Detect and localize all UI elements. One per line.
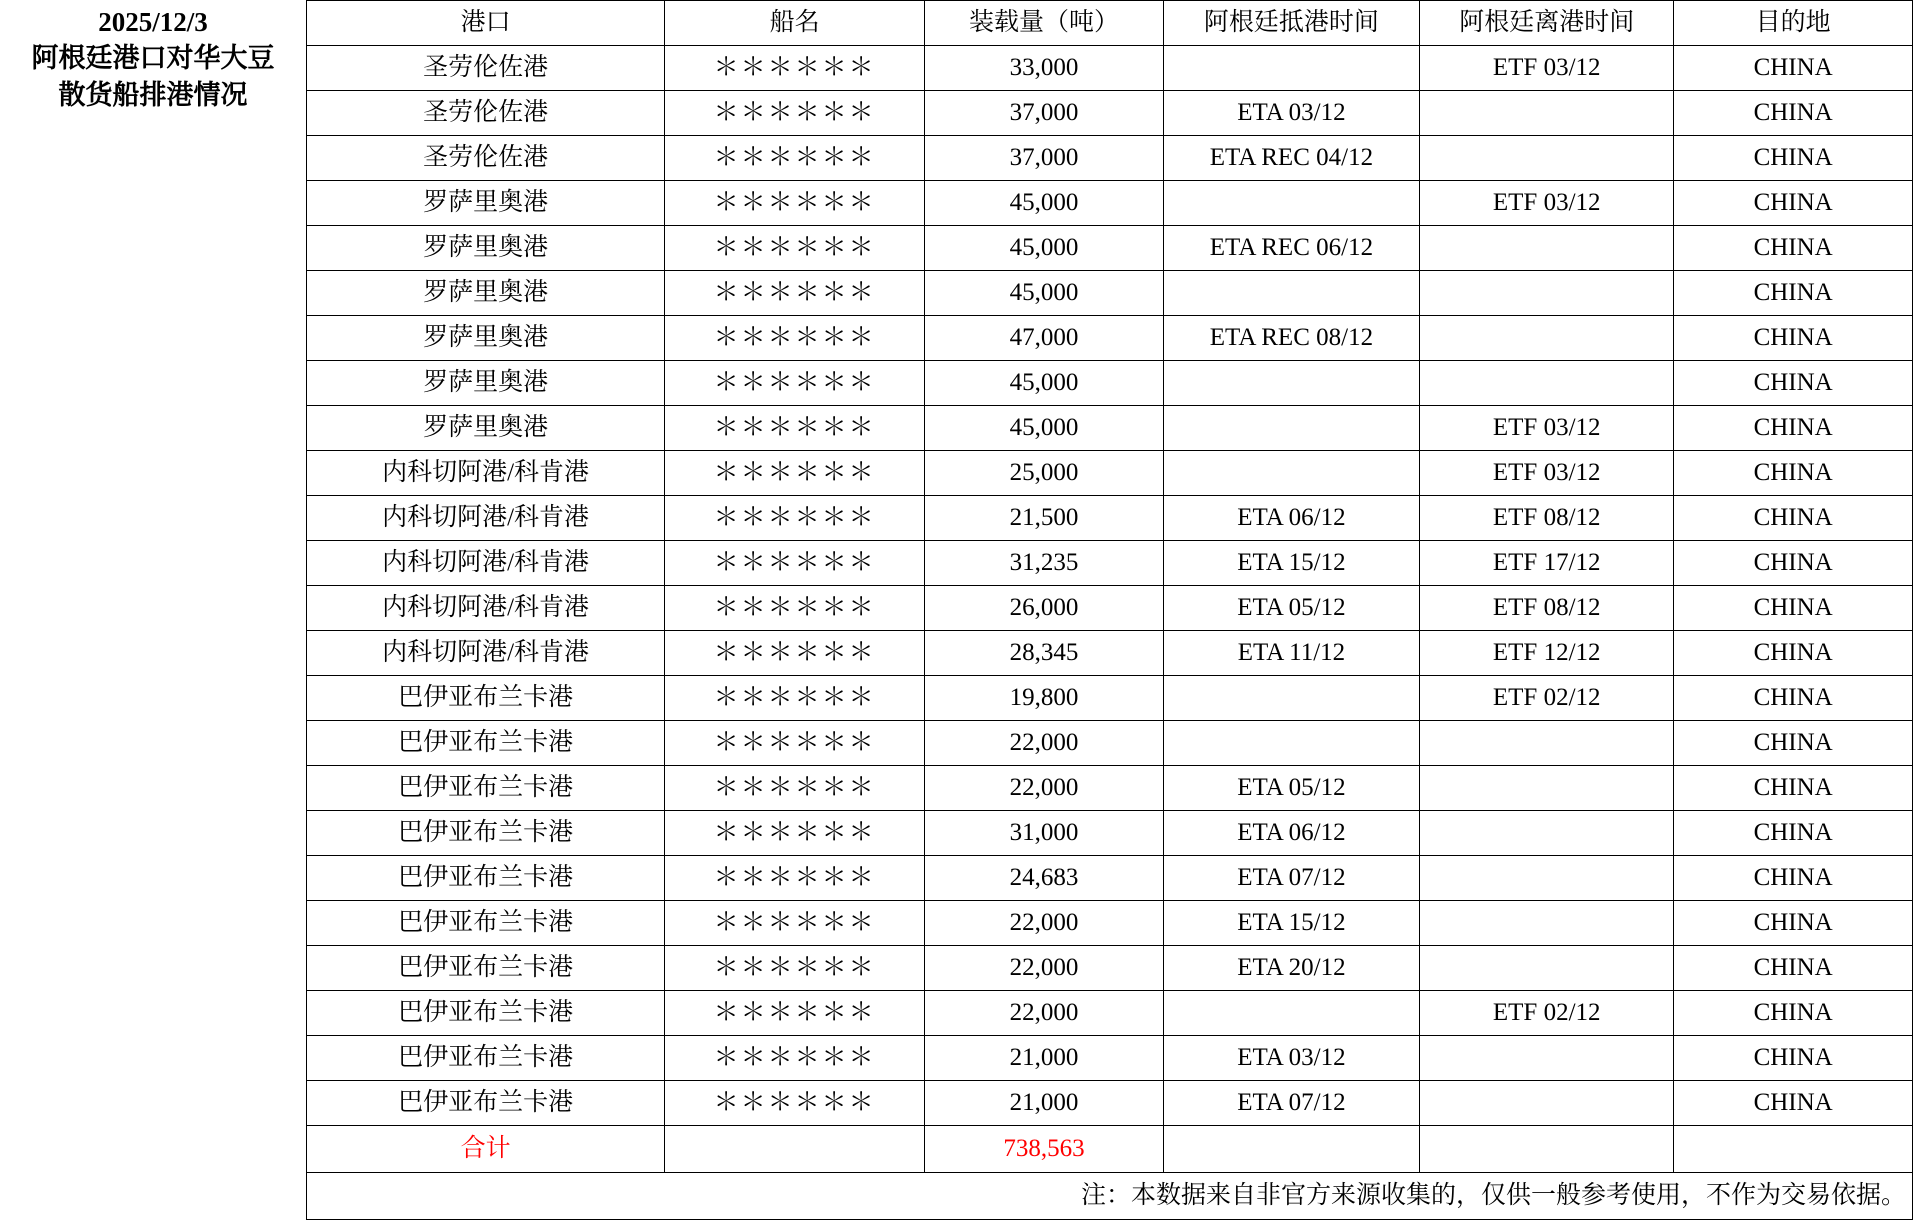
cell-quantity: 33,000	[925, 46, 1164, 91]
total-label: 合计	[307, 1126, 665, 1173]
table-row	[307, 586, 1913, 631]
cell-destination: CHINA	[1674, 631, 1913, 676]
table-row	[307, 1081, 1913, 1126]
cell-etf: ETF 12/12	[1420, 631, 1674, 676]
cell-quantity: 45,000	[925, 271, 1164, 316]
cell-port: 圣劳伦佐港	[307, 91, 665, 136]
cell-port: 罗萨里奥港	[307, 271, 665, 316]
cell-eta: ETA 03/12	[1163, 91, 1419, 136]
column-header-etf: 阿根廷离港时间	[1420, 1, 1674, 46]
footnote-text: 注：本数据来自非官方来源收集的，仅供一般参考使用，不作为交易依据。	[1080, 1182, 1906, 1210]
cell-quantity: 22,000	[925, 766, 1164, 811]
table-row	[307, 91, 1913, 136]
cell-port: 巴伊亚布兰卡港	[307, 811, 665, 856]
cell-destination: CHINA	[1674, 946, 1913, 991]
cell-destination: CHINA	[1674, 451, 1913, 496]
cell-destination: CHINA	[1674, 406, 1913, 451]
cell-eta: ETA REC 04/12	[1163, 136, 1419, 181]
cell-ship: ＊＊＊＊＊＊	[665, 1081, 925, 1126]
cell-ship: ＊＊＊＊＊＊	[665, 271, 925, 316]
cell-destination: CHINA	[1674, 91, 1913, 136]
cell-eta: ETA 11/12	[1163, 631, 1419, 676]
cell-eta: ETA 20/12	[1163, 946, 1419, 991]
cell-eta: ETA 05/12	[1163, 766, 1419, 811]
cell-ship: ＊＊＊＊＊＊	[665, 361, 925, 406]
cell-ship: ＊＊＊＊＊＊	[665, 991, 925, 1036]
title-line-主标题: 阿根廷港口对华大豆	[31, 43, 275, 74]
table-row	[307, 1036, 1913, 1081]
column-header-port: 港口	[307, 1, 665, 46]
cell-eta	[1163, 451, 1419, 496]
report-title-block	[0, 0, 306, 1189]
cell-eta	[1163, 406, 1419, 451]
cell-ship: ＊＊＊＊＊＊	[665, 631, 925, 676]
cell-quantity: 25,000	[925, 451, 1164, 496]
cell-etf: ETF 02/12	[1420, 991, 1674, 1036]
cell-eta: ETA 05/12	[1163, 586, 1419, 631]
cell-etf	[1420, 766, 1674, 811]
cell-quantity: 37,000	[925, 136, 1164, 181]
cell-destination: CHINA	[1674, 136, 1913, 181]
cell-quantity: 37,000	[925, 91, 1164, 136]
cell-destination: CHINA	[1674, 811, 1913, 856]
column-header-quantity: 装载量（吨）	[925, 1, 1164, 46]
cell-eta	[1163, 181, 1419, 226]
cell-eta: ETA 07/12	[1163, 1081, 1419, 1126]
cell-eta	[1163, 676, 1419, 721]
cell-port: 罗萨里奥港	[307, 226, 665, 271]
cell-etf: ETF 03/12	[1420, 46, 1674, 91]
cell-quantity: 45,000	[925, 361, 1164, 406]
cell-quantity: 45,000	[925, 226, 1164, 271]
cell-eta: ETA 06/12	[1163, 496, 1419, 541]
cell-eta: ETA 06/12	[1163, 811, 1419, 856]
cell-destination: CHINA	[1674, 1036, 1913, 1081]
cell-etf: ETF 03/12	[1420, 181, 1674, 226]
title-line-副标题: 散货船排港情况	[58, 79, 248, 110]
cell-quantity: 19,800	[925, 676, 1164, 721]
cell-ship: ＊＊＊＊＊＊	[665, 766, 925, 811]
table-row	[307, 946, 1913, 991]
cell-etf	[1420, 136, 1674, 181]
total-quantity: 738,563	[925, 1126, 1164, 1173]
column-header-eta: 阿根廷抵港时间	[1163, 1, 1419, 46]
cell-ship: ＊＊＊＊＊＊	[665, 586, 925, 631]
table-header-row	[307, 1, 1913, 46]
cell-port: 巴伊亚布兰卡港	[307, 676, 665, 721]
cell-quantity: 22,000	[925, 991, 1164, 1036]
cell-quantity: 22,000	[925, 901, 1164, 946]
cell-destination: CHINA	[1674, 586, 1913, 631]
page-title	[0, 0, 306, 113]
cell-eta	[1163, 721, 1419, 766]
cell-destination: CHINA	[1674, 856, 1913, 901]
cell-port: 罗萨里奥港	[307, 181, 665, 226]
cell-port: 内科切阿港/科肯港	[307, 541, 665, 586]
cell-ship: ＊＊＊＊＊＊	[665, 91, 925, 136]
table-row	[307, 811, 1913, 856]
table-row	[307, 451, 1913, 496]
cell-quantity: 31,235	[925, 541, 1164, 586]
table-body	[307, 46, 1913, 1126]
footnote	[307, 1173, 1913, 1220]
cell-eta	[1163, 271, 1419, 316]
cell-destination: CHINA	[1674, 226, 1913, 271]
table-row	[307, 496, 1913, 541]
table-note-row	[307, 1173, 1913, 1220]
cell-ship: ＊＊＊＊＊＊	[665, 946, 925, 991]
cell-destination: CHINA	[1674, 541, 1913, 586]
cell-port: 巴伊亚布兰卡港	[307, 1081, 665, 1126]
cell-port: 巴伊亚布兰卡港	[307, 991, 665, 1036]
table-row	[307, 541, 1913, 586]
cell-ship: ＊＊＊＊＊＊	[665, 856, 925, 901]
cell-etf	[1420, 316, 1674, 361]
cell-ship: ＊＊＊＊＊＊	[665, 811, 925, 856]
cell-destination: CHINA	[1674, 181, 1913, 226]
cell-port: 内科切阿港/科肯港	[307, 631, 665, 676]
cell-etf: ETF 03/12	[1420, 406, 1674, 451]
cell-port: 圣劳伦佐港	[307, 136, 665, 181]
cell-ship: ＊＊＊＊＊＊	[665, 226, 925, 271]
cell-quantity: 45,000	[925, 406, 1164, 451]
cell-port: 罗萨里奥港	[307, 316, 665, 361]
cell-destination: CHINA	[1674, 496, 1913, 541]
table-row	[307, 361, 1913, 406]
cell-etf	[1420, 901, 1674, 946]
table-row	[307, 991, 1913, 1036]
cell-port: 巴伊亚布兰卡港	[307, 1036, 665, 1081]
cell-eta: ETA REC 06/12	[1163, 226, 1419, 271]
cell-etf	[1420, 856, 1674, 901]
cell-ship: ＊＊＊＊＊＊	[665, 316, 925, 361]
cell-ship: ＊＊＊＊＊＊	[665, 676, 925, 721]
cell-etf: ETF 17/12	[1420, 541, 1674, 586]
cell-etf	[1420, 91, 1674, 136]
cell-etf	[1420, 811, 1674, 856]
table-row	[307, 46, 1913, 91]
total-etf-blank	[1420, 1126, 1674, 1173]
cell-eta: ETA 15/12	[1163, 901, 1419, 946]
cell-destination: CHINA	[1674, 271, 1913, 316]
table-row	[307, 631, 1913, 676]
cell-etf	[1420, 226, 1674, 271]
cell-quantity: 47,000	[925, 316, 1164, 361]
cell-ship: ＊＊＊＊＊＊	[665, 406, 925, 451]
table-row	[307, 721, 1913, 766]
cell-port: 罗萨里奥港	[307, 406, 665, 451]
cell-eta: ETA 15/12	[1163, 541, 1419, 586]
vessel-lineup-table	[306, 0, 1913, 1220]
cell-etf: ETF 08/12	[1420, 496, 1674, 541]
cell-ship: ＊＊＊＊＊＊	[665, 136, 925, 181]
cell-port: 巴伊亚布兰卡港	[307, 856, 665, 901]
cell-ship: ＊＊＊＊＊＊	[665, 901, 925, 946]
cell-eta	[1163, 991, 1419, 1036]
cell-ship: ＊＊＊＊＊＊	[665, 1036, 925, 1081]
table-row	[307, 766, 1913, 811]
table-row	[307, 406, 1913, 451]
total-eta-blank	[1163, 1126, 1419, 1173]
cell-eta	[1163, 361, 1419, 406]
table-row	[307, 676, 1913, 721]
cell-destination: CHINA	[1674, 991, 1913, 1036]
cell-etf	[1420, 361, 1674, 406]
table-row	[307, 271, 1913, 316]
total-dest-blank	[1674, 1126, 1913, 1173]
cell-port: 巴伊亚布兰卡港	[307, 946, 665, 991]
cell-quantity: 26,000	[925, 586, 1164, 631]
cell-destination: CHINA	[1674, 676, 1913, 721]
table-row	[307, 136, 1913, 181]
cell-port: 内科切阿港/科肯港	[307, 451, 665, 496]
cell-etf	[1420, 1036, 1674, 1081]
cell-port: 圣劳伦佐港	[307, 46, 665, 91]
table-row	[307, 226, 1913, 271]
cell-destination: CHINA	[1674, 721, 1913, 766]
cell-quantity: 21,000	[925, 1036, 1164, 1081]
cell-port: 巴伊亚布兰卡港	[307, 766, 665, 811]
cell-quantity: 22,000	[925, 721, 1164, 766]
cell-etf	[1420, 1081, 1674, 1126]
cell-port: 罗萨里奥港	[307, 361, 665, 406]
cell-ship: ＊＊＊＊＊＊	[665, 721, 925, 766]
cell-eta: ETA REC 08/12	[1163, 316, 1419, 361]
cell-port: 巴伊亚布兰卡港	[307, 721, 665, 766]
title-line-date: 2025/12/3	[98, 7, 208, 37]
cell-destination: CHINA	[1674, 316, 1913, 361]
cell-ship: ＊＊＊＊＊＊	[665, 496, 925, 541]
cell-etf: ETF 08/12	[1420, 586, 1674, 631]
cell-quantity: 21,000	[925, 1081, 1164, 1126]
cell-port: 内科切阿港/科肯港	[307, 586, 665, 631]
table-row	[307, 316, 1913, 361]
cell-port: 内科切阿港/科肯港	[307, 496, 665, 541]
cell-eta: ETA 03/12	[1163, 1036, 1419, 1081]
cell-quantity: 22,000	[925, 946, 1164, 991]
cell-destination: CHINA	[1674, 361, 1913, 406]
table-row	[307, 856, 1913, 901]
cell-destination: CHINA	[1674, 766, 1913, 811]
cell-ship: ＊＊＊＊＊＊	[665, 451, 925, 496]
cell-destination: CHINA	[1674, 901, 1913, 946]
cell-ship: ＊＊＊＊＊＊	[665, 46, 925, 91]
cell-etf	[1420, 721, 1674, 766]
cell-etf	[1420, 271, 1674, 316]
total-ship-blank	[665, 1126, 925, 1173]
cell-quantity: 21,500	[925, 496, 1164, 541]
table-row	[307, 901, 1913, 946]
column-header-destination: 目的地	[1674, 1, 1913, 46]
cell-quantity: 28,345	[925, 631, 1164, 676]
cell-etf	[1420, 946, 1674, 991]
cell-quantity: 45,000	[925, 181, 1164, 226]
cell-quantity: 24,683	[925, 856, 1164, 901]
table-row	[307, 181, 1913, 226]
column-header-ship: 船名	[665, 1, 925, 46]
cell-eta	[1163, 46, 1419, 91]
cell-eta: ETA 07/12	[1163, 856, 1419, 901]
table-total-row	[307, 1126, 1913, 1173]
cell-quantity: 31,000	[925, 811, 1164, 856]
cell-destination: CHINA	[1674, 1081, 1913, 1126]
cell-ship: ＊＊＊＊＊＊	[665, 541, 925, 586]
cell-etf: ETF 03/12	[1420, 451, 1674, 496]
cell-etf: ETF 02/12	[1420, 676, 1674, 721]
cell-destination: CHINA	[1674, 46, 1913, 91]
cell-ship: ＊＊＊＊＊＊	[665, 181, 925, 226]
cell-port: 巴伊亚布兰卡港	[307, 901, 665, 946]
